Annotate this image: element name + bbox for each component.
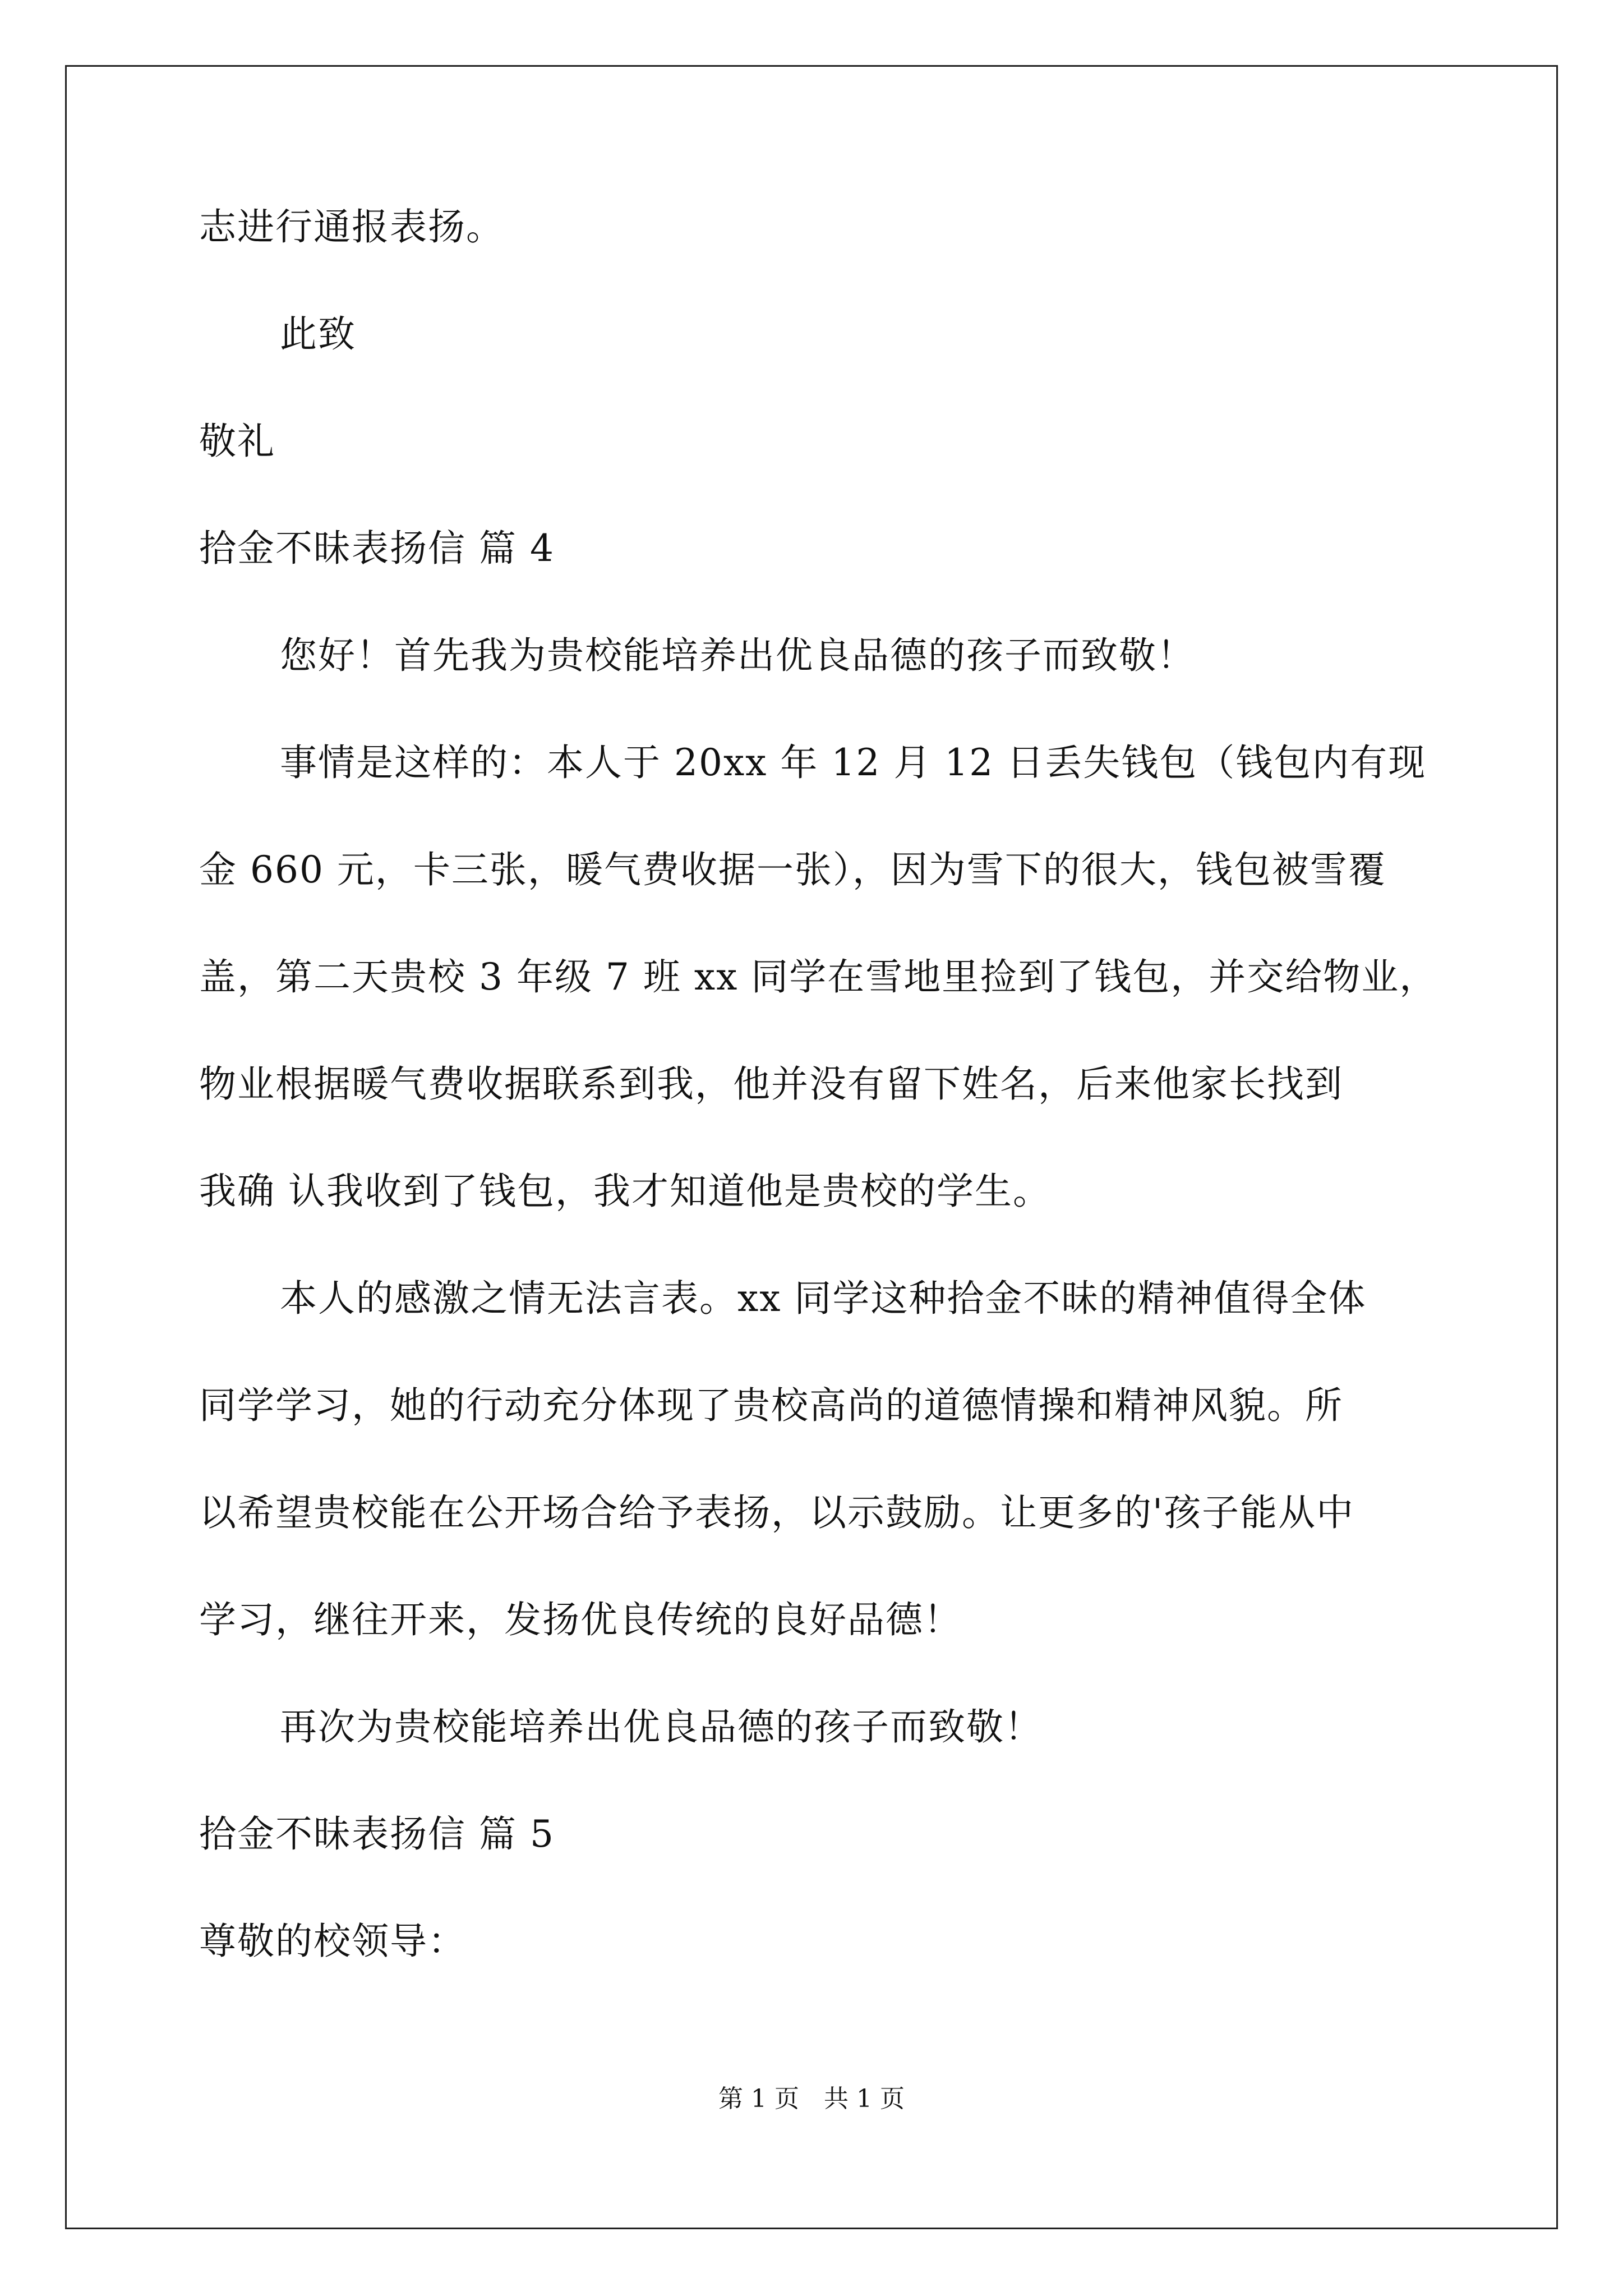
text-line: 金 660 元，卡三张，暖气费收据一张），因为雪下的很大，钱包被雪覆 xyxy=(199,848,1386,891)
page-number: 第 1 页 共 1 页 xyxy=(718,2085,905,2113)
text-line: 志进行通报表扬。 xyxy=(199,205,504,249)
text-line: 以希望贵校能在公开场合给予表扬，以示鼓励。让更多的'孩子能从中 xyxy=(199,1491,1355,1534)
text-line: 再次为贵校能培养出优良品德的孩子而致敬！ xyxy=(280,1705,1043,1749)
text-line: 物业根据暖气费收据联系到我，他并没有留下姓名，后来他家长找到 xyxy=(199,1062,1343,1106)
text-line: 学习，继往开来，发扬优良传统的良好品德！ xyxy=(199,1598,962,1641)
text-line: 同学学习，她的行动充分体现了贵校高尚的道德情操和精神风貌。所 xyxy=(199,1384,1343,1427)
text-line: 事情是这样的：本人于 20xx 年 12 月 12 日丢失钱包（钱包内有现 xyxy=(280,741,1427,784)
text-line: 尊敬的校领导： xyxy=(199,1920,466,1963)
document-body xyxy=(199,205,1438,2030)
text-line: 敬礼 xyxy=(199,420,275,463)
text-line: 本人的感激之情无法言表。xx 同学这种拾金不昧的精神值得全体 xyxy=(280,1277,1367,1320)
text-line: 您好！首先我为贵校能培养出优良品德的孩子而致敬！ xyxy=(280,634,1195,677)
text-line: 此致 xyxy=(280,312,356,356)
text-line: 我确 认我收到了钱包，我才知道他是贵校的学生。 xyxy=(199,1170,1051,1213)
section-heading: 拾金不昧表扬信 篇 4 xyxy=(199,527,555,570)
section-heading: 拾金不昧表扬信 篇 5 xyxy=(199,1812,555,1856)
text-line: 盖，第二天贵校 3 年级 7 班 xx 同学在雪地里捡到了钱包，并交给物业， xyxy=(199,955,1438,999)
